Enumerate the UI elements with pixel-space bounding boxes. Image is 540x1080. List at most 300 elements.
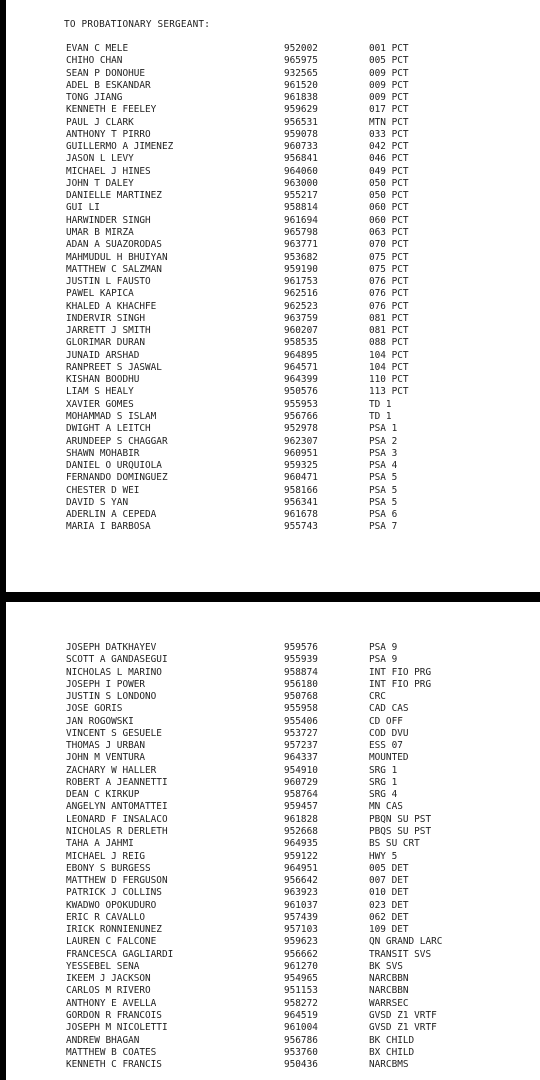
table-row — [6, 789, 540, 801]
officer-name: FRANCESCA GAGLIARDI — [66, 948, 174, 960]
officer-name: KENNETH C FRANCIS — [66, 1059, 162, 1071]
officer-name: JOSEPH DATKHAYEV — [66, 642, 157, 653]
command-assignment: SRG 1 — [369, 764, 398, 776]
command-assignment: 075 PCT — [369, 263, 409, 275]
command-assignment: 060 PCT — [369, 202, 409, 214]
officer-name: ZACHARY W HALLER — [66, 764, 157, 776]
table-row — [6, 264, 540, 276]
officer-name: ARUNDEEP S CHAGGAR — [66, 435, 168, 447]
tax-id: 963771 — [284, 239, 318, 251]
table-row — [6, 961, 540, 973]
command-assignment: 049 PCT — [369, 165, 409, 177]
command-assignment: PSA 9 — [369, 642, 398, 653]
officer-name: LAUREN C FALCONE — [66, 936, 157, 948]
tax-id: 957439 — [284, 911, 318, 923]
officer-name: DWIGHT A LEITCH — [66, 423, 151, 435]
table-row — [6, 374, 540, 386]
tax-id: 952002 — [284, 43, 318, 54]
tax-id: 956180 — [284, 678, 318, 690]
officer-name: ANTHONY T PIRRO — [66, 128, 151, 140]
tax-id: 958764 — [284, 789, 318, 801]
table-row — [6, 472, 540, 484]
table-row — [6, 1059, 540, 1071]
table-row — [6, 875, 540, 887]
tax-id: 961753 — [284, 276, 318, 288]
tax-id: 955406 — [284, 715, 318, 727]
tax-id: 956662 — [284, 948, 318, 960]
command-assignment: 076 PCT — [369, 276, 409, 288]
officer-name: JUSTIN L FAUSTO — [66, 276, 151, 288]
officer-name: ANGELYN ANTOMATTEI — [66, 801, 168, 813]
officer-name: ANTHONY E AVELLA — [66, 997, 157, 1009]
command-assignment: PBQS SU PST — [369, 825, 432, 837]
officer-name: ADERLIN A CEPEDA — [66, 509, 157, 521]
table-row — [6, 1047, 540, 1059]
table-row — [6, 202, 540, 214]
officer-name: GLORIMAR DURAN — [66, 337, 146, 349]
tax-id: 958874 — [284, 666, 318, 678]
tax-id: 964895 — [284, 349, 318, 361]
command-assignment: NARCBBN — [369, 985, 409, 997]
command-assignment: 005 DET — [369, 862, 409, 874]
table-row — [6, 92, 540, 104]
command-assignment: GVSD Z1 VRTF — [369, 1009, 437, 1021]
table-row — [6, 1010, 540, 1022]
officer-name: RANPREET S JASWAL — [66, 361, 162, 373]
tax-id: 957103 — [284, 924, 318, 936]
command-assignment: SRG 1 — [369, 776, 398, 788]
tax-id: 953760 — [284, 1046, 318, 1058]
officer-name: KHALED A KHACHFE — [66, 300, 157, 312]
officer-name: MARIA I BARBOSA — [66, 521, 151, 533]
tax-id: 964337 — [284, 752, 318, 764]
table-row — [6, 55, 540, 67]
tax-id: 961678 — [284, 509, 318, 521]
table-row — [6, 765, 540, 777]
officer-name: JARRETT J SMITH — [66, 325, 151, 337]
table-row — [6, 485, 540, 497]
tax-id: 959623 — [284, 936, 318, 948]
command-assignment: 007 DET — [369, 875, 409, 887]
table-row — [6, 924, 540, 936]
tax-id: 960471 — [284, 472, 318, 484]
table-row — [6, 153, 540, 165]
tax-id: 963759 — [284, 312, 318, 324]
officer-name: NICHOLAS R DERLETH — [66, 825, 168, 837]
tax-id: 960729 — [284, 776, 318, 788]
command-assignment: NARCBBN — [369, 973, 409, 985]
officer-name: MOHAMMAD S ISLAM — [66, 410, 157, 422]
officer-name: JUNAID ARSHAD — [66, 349, 140, 361]
command-assignment: PSA 7 — [369, 521, 398, 533]
command-assignment: 081 PCT — [369, 312, 409, 324]
officer-name: JAN ROGOWSKI — [66, 715, 134, 727]
tax-id: 960733 — [284, 141, 318, 153]
officer-name: VINCENT S GESUELE — [66, 727, 162, 739]
table-row — [6, 448, 540, 460]
table-row — [6, 215, 540, 227]
tax-id: 955743 — [284, 521, 318, 533]
command-assignment: 063 PCT — [369, 226, 409, 238]
command-assignment: BX CHILD — [369, 1046, 415, 1058]
tax-id: 965798 — [284, 226, 318, 238]
tax-id: 964935 — [284, 838, 318, 850]
tax-id: 953727 — [284, 727, 318, 739]
table-row — [6, 337, 540, 349]
command-assignment: PSA 5 — [369, 484, 398, 496]
command-assignment: 076 PCT — [369, 288, 409, 300]
officer-name: FERNANDO DOMINGUEZ — [66, 472, 168, 484]
tax-id: 961004 — [284, 1022, 318, 1034]
command-assignment: 062 DET — [369, 911, 409, 923]
command-assignment: 060 PCT — [369, 214, 409, 226]
officer-name: ADEL B ESKANDAR — [66, 79, 151, 91]
tax-id: 962307 — [284, 435, 318, 447]
tax-id: 950768 — [284, 691, 318, 703]
command-assignment: 081 PCT — [369, 325, 409, 337]
table-row — [6, 288, 540, 300]
officer-name: GORDON R FRANCOIS — [66, 1009, 162, 1021]
officer-name: MATTHEW C SALZMAN — [66, 263, 162, 275]
command-assignment: 104 PCT — [369, 349, 409, 361]
table-row — [6, 252, 540, 264]
tax-id: 958535 — [284, 337, 318, 349]
table-row — [6, 654, 540, 666]
table-row — [6, 752, 540, 764]
command-assignment: TD 1 — [369, 410, 392, 422]
officer-name: CHIHO CHAN — [66, 55, 123, 67]
officer-name: ERIC R CAVALLO — [66, 911, 146, 923]
table-row — [6, 68, 540, 80]
officer-name: DAVID S YAN — [66, 496, 129, 508]
table-row — [6, 949, 540, 961]
officer-name: YESSEBEL SENA — [66, 960, 140, 972]
tax-id: 964951 — [284, 862, 318, 874]
tax-id: 958814 — [284, 202, 318, 214]
table-row — [6, 863, 540, 875]
promotion-heading: TO PROBATIONARY SERGEANT: — [64, 19, 211, 30]
tax-id: 964571 — [284, 361, 318, 373]
table-row — [6, 985, 540, 997]
table-row — [6, 43, 540, 55]
command-assignment: COD DVU — [369, 727, 409, 739]
command-assignment: INT FIO PRG — [369, 678, 432, 690]
command-assignment: 042 PCT — [369, 141, 409, 153]
command-assignment: INT FIO PRG — [369, 666, 432, 678]
tax-id: 959576 — [284, 642, 318, 653]
tax-id: 954910 — [284, 764, 318, 776]
tax-id: 964060 — [284, 165, 318, 177]
officer-name: KISHAN BOODHU — [66, 374, 140, 386]
command-assignment: NARCBMS — [369, 1059, 409, 1071]
tax-id: 959078 — [284, 128, 318, 140]
command-assignment: 076 PCT — [369, 300, 409, 312]
tax-id: 955939 — [284, 654, 318, 666]
command-assignment: PSA 4 — [369, 460, 398, 472]
officer-name: GUI LI — [66, 202, 100, 214]
command-assignment: 023 DET — [369, 899, 409, 911]
command-assignment: MTN PCT — [369, 116, 409, 128]
command-assignment: 050 PCT — [369, 190, 409, 202]
tax-id: 954965 — [284, 973, 318, 985]
tax-id: 960951 — [284, 447, 318, 459]
tax-id: 957237 — [284, 740, 318, 752]
tax-id: 961694 — [284, 214, 318, 226]
table-row — [6, 728, 540, 740]
command-assignment: BK SVS — [369, 960, 403, 972]
command-assignment: PSA 6 — [369, 509, 398, 521]
tax-id: 960207 — [284, 325, 318, 337]
officer-name: XAVIER GOMES — [66, 398, 134, 410]
table-row — [6, 80, 540, 92]
table-row — [6, 104, 540, 116]
officer-name: JOSEPH I POWER — [66, 678, 146, 690]
officer-name: MATTHEW D FERGUSON — [66, 875, 168, 887]
tax-id: 959629 — [284, 104, 318, 116]
table-row — [6, 1035, 540, 1047]
table-row — [6, 460, 540, 472]
officer-name: SEAN P DONOHUE — [66, 67, 146, 79]
officer-name: DANIEL O URQUIOLA — [66, 460, 162, 472]
tax-id: 956531 — [284, 116, 318, 128]
table-row — [6, 679, 540, 691]
command-assignment: 109 DET — [369, 924, 409, 936]
officer-name: JUSTIN S LONDONO — [66, 691, 157, 703]
table-row — [6, 313, 540, 325]
table-row — [6, 497, 540, 509]
command-assignment: 113 PCT — [369, 386, 409, 398]
table-row — [6, 423, 540, 435]
command-assignment: PSA 1 — [369, 423, 398, 435]
command-assignment: 088 PCT — [369, 337, 409, 349]
tax-id: 952978 — [284, 423, 318, 435]
table-row — [6, 838, 540, 850]
table-row — [6, 814, 540, 826]
officer-name: JOHN M VENTURA — [66, 752, 146, 764]
command-assignment: TRANSIT SVS — [369, 948, 432, 960]
table-row — [6, 900, 540, 912]
promotion-list-page-1 — [6, 43, 540, 534]
officer-name: LEONARD F INSALACO — [66, 813, 168, 825]
table-row — [6, 826, 540, 838]
command-assignment: CD OFF — [369, 715, 403, 727]
tax-id: 962516 — [284, 288, 318, 300]
tax-id: 955953 — [284, 398, 318, 410]
officer-name: IKEEM J JACKSON — [66, 973, 151, 985]
command-assignment: PBQN SU PST — [369, 813, 432, 825]
table-row — [6, 362, 540, 374]
table-row — [6, 411, 540, 423]
officer-name: HARWINDER SINGH — [66, 214, 151, 226]
tax-id: 956766 — [284, 410, 318, 422]
tax-id: 956642 — [284, 875, 318, 887]
table-row — [6, 998, 540, 1010]
officer-name: EBONY S BURGESS — [66, 862, 151, 874]
tax-id: 961838 — [284, 92, 318, 104]
command-assignment: 010 DET — [369, 887, 409, 899]
command-assignment: 033 PCT — [369, 128, 409, 140]
officer-name: CARLOS M RIVERO — [66, 985, 151, 997]
command-assignment: 009 PCT — [369, 67, 409, 79]
officer-name: PAWEL KAPICA — [66, 288, 134, 300]
officer-name: UMAR B MIRZA — [66, 226, 134, 238]
command-assignment: 005 PCT — [369, 55, 409, 67]
table-row — [6, 350, 540, 362]
officer-name: JOSE GORIS — [66, 703, 123, 715]
table-row — [6, 117, 540, 129]
table-row — [6, 141, 540, 153]
command-assignment: QN GRAND LARC — [369, 936, 443, 948]
tax-id: 963000 — [284, 177, 318, 189]
document-page-2 — [6, 602, 540, 1080]
command-assignment: 070 PCT — [369, 239, 409, 251]
officer-name: CHESTER D WEI — [66, 484, 140, 496]
tax-id: 956841 — [284, 153, 318, 165]
officer-name: JOSEPH M NICOLETTI — [66, 1022, 168, 1034]
tax-id: 961270 — [284, 960, 318, 972]
command-assignment: BS SU CRT — [369, 838, 420, 850]
table-row — [6, 740, 540, 752]
table-row — [6, 509, 540, 521]
officer-name: THOMAS J URBAN — [66, 740, 146, 752]
table-row — [6, 399, 540, 411]
officer-name: ADAN A SUAZORODAS — [66, 239, 162, 251]
table-row — [6, 325, 540, 337]
command-assignment: ESS 07 — [369, 740, 403, 752]
tax-id: 962523 — [284, 300, 318, 312]
officer-name: MAHMUDUL H BHUIYAN — [66, 251, 168, 263]
tax-id: 961828 — [284, 813, 318, 825]
officer-name: INDERVIR SINGH — [66, 312, 146, 324]
command-assignment: 001 PCT — [369, 43, 409, 54]
table-row — [6, 227, 540, 239]
tax-id: 963923 — [284, 887, 318, 899]
tax-id: 959457 — [284, 801, 318, 813]
table-row — [6, 887, 540, 899]
officer-name: PATRICK J COLLINS — [66, 887, 162, 899]
officer-name: ANDREW BHAGAN — [66, 1034, 140, 1046]
command-assignment: HWY 5 — [369, 850, 398, 862]
tax-id: 965975 — [284, 55, 318, 67]
officer-name: TAHA A JAHMI — [66, 838, 134, 850]
officer-name: GUILLERMO A JIMENEZ — [66, 141, 174, 153]
tax-id: 961037 — [284, 899, 318, 911]
command-assignment: 009 PCT — [369, 92, 409, 104]
officer-name: SCOTT A GANDASEGUI — [66, 654, 168, 666]
command-assignment: PSA 3 — [369, 447, 398, 459]
officer-name: SHAWN MOHABIR — [66, 447, 140, 459]
table-row — [6, 851, 540, 863]
table-row — [6, 642, 540, 654]
tax-id: 953682 — [284, 251, 318, 263]
command-assignment: PSA 9 — [369, 654, 398, 666]
tax-id: 959190 — [284, 263, 318, 275]
table-row — [6, 239, 540, 251]
command-assignment: 017 PCT — [369, 104, 409, 116]
tax-id: 932565 — [284, 67, 318, 79]
command-assignment: WARRSEC — [369, 997, 409, 1009]
officer-name: PAUL J CLARK — [66, 116, 134, 128]
tax-id: 958272 — [284, 997, 318, 1009]
table-row — [6, 936, 540, 948]
command-assignment: 104 PCT — [369, 361, 409, 373]
command-assignment: PSA 5 — [369, 472, 398, 484]
tax-id: 951153 — [284, 985, 318, 997]
officer-name: IRICK RONNIENUNEZ — [66, 924, 162, 936]
tax-id: 964519 — [284, 1009, 318, 1021]
table-row — [6, 716, 540, 728]
officer-name: TONG JIANG — [66, 92, 123, 104]
table-row — [6, 703, 540, 715]
officer-name: KWADWO OPOKUDURO — [66, 899, 157, 911]
table-row — [6, 777, 540, 789]
table-row — [6, 691, 540, 703]
command-assignment: CRC — [369, 691, 386, 703]
tax-id: 959122 — [284, 850, 318, 862]
tax-id: 955958 — [284, 703, 318, 715]
tax-id: 961520 — [284, 79, 318, 91]
command-assignment: MN CAS — [369, 801, 403, 813]
command-assignment: 075 PCT — [369, 251, 409, 263]
table-row — [6, 436, 540, 448]
command-assignment: SRG 4 — [369, 789, 398, 801]
tax-id: 955217 — [284, 190, 318, 202]
officer-name: MATTHEW B COATES — [66, 1046, 157, 1058]
table-row — [6, 973, 540, 985]
tax-id: 956786 — [284, 1034, 318, 1046]
table-row — [6, 190, 540, 202]
command-assignment: PSA 5 — [369, 496, 398, 508]
officer-name: MICHAEL J HINES — [66, 165, 151, 177]
officer-name: KENNETH E FEELEY — [66, 104, 157, 116]
command-assignment: 110 PCT — [369, 374, 409, 386]
tax-id: 958166 — [284, 484, 318, 496]
table-row — [6, 912, 540, 924]
tax-id: 959325 — [284, 460, 318, 472]
officer-name: ROBERT A JEANNETTI — [66, 776, 168, 788]
tax-id: 952668 — [284, 825, 318, 837]
tax-id: 964399 — [284, 374, 318, 386]
table-row — [6, 1022, 540, 1034]
officer-name: LIAM S HEALY — [66, 386, 134, 398]
command-assignment: CAD CAS — [369, 703, 409, 715]
tax-id: 956341 — [284, 496, 318, 508]
table-row — [6, 301, 540, 313]
command-assignment: 009 PCT — [369, 79, 409, 91]
command-assignment: 046 PCT — [369, 153, 409, 165]
officer-name: JOHN T DALEY — [66, 177, 134, 189]
officer-name: NICHOLAS L MARINO — [66, 666, 162, 678]
document-page-1 — [6, 0, 540, 592]
officer-name: EVAN C MELE — [66, 43, 129, 54]
officer-name: DEAN C KIRKUP — [66, 789, 140, 801]
table-row — [6, 129, 540, 141]
table-row — [6, 521, 540, 533]
officer-name: MICHAEL J REIG — [66, 850, 146, 862]
command-assignment: BK CHILD — [369, 1034, 415, 1046]
command-assignment: GVSD Z1 VRTF — [369, 1022, 437, 1034]
table-row — [6, 386, 540, 398]
command-assignment: TD 1 — [369, 398, 392, 410]
tax-id: 950576 — [284, 386, 318, 398]
table-row — [6, 178, 540, 190]
table-row — [6, 667, 540, 679]
command-assignment: PSA 2 — [369, 435, 398, 447]
officer-name: JASON L LEVY — [66, 153, 134, 165]
table-row — [6, 801, 540, 813]
tax-id: 950436 — [284, 1059, 318, 1071]
command-assignment: MOUNTED — [369, 752, 409, 764]
